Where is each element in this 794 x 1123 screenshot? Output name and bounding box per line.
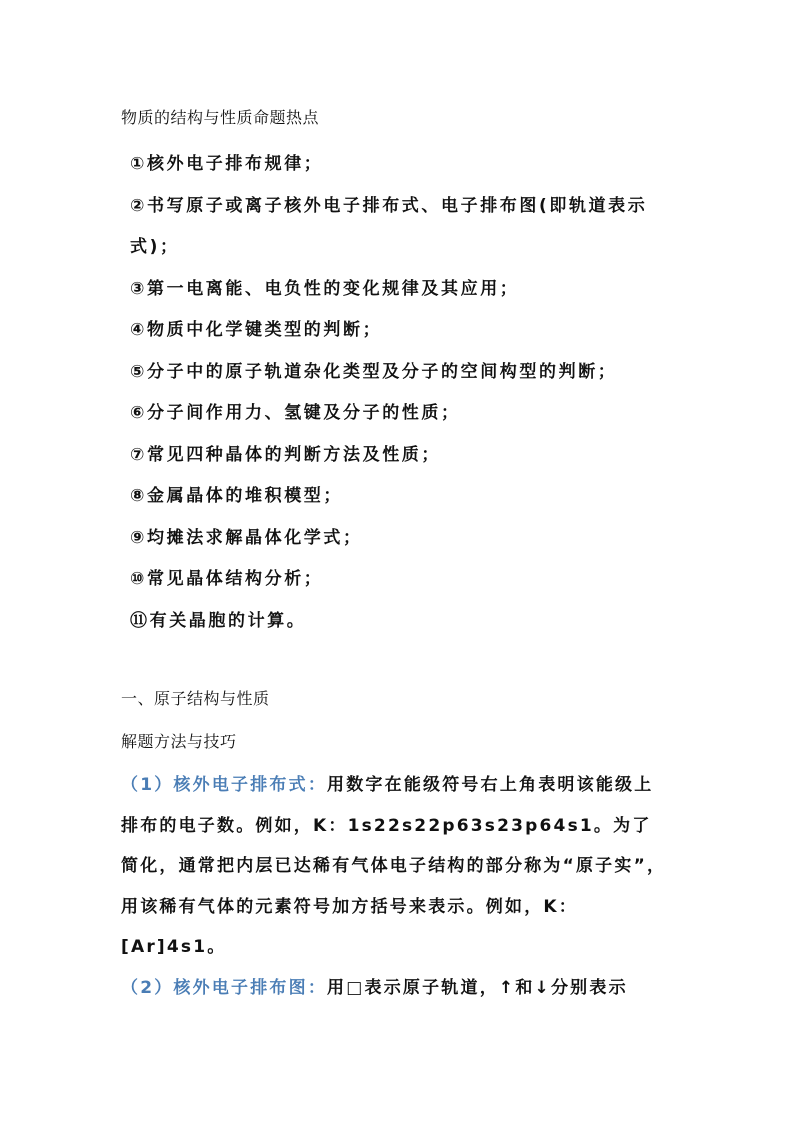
topic-item-10: ⑩常见晶体结构分析；: [130, 569, 324, 589]
topic-item-4: ④物质中化学键类型的判断；: [130, 320, 383, 340]
topic-list: [130, 144, 690, 642]
body-text: [121, 765, 669, 1008]
topic-item-3: ③第一电离能、电负性的变化规律及其应用；: [130, 278, 520, 299]
topic-item-8: ⑧金属晶体的堆积模型；: [130, 486, 343, 506]
term-electron-configuration: （1）核外电子排布式：: [121, 775, 328, 795]
topic-item-7: ⑦常见四种晶体的判断方法及性质；: [130, 444, 441, 465]
term-orbital-diagram: （2）核外电子排布图：: [121, 977, 328, 998]
topic-item-2: ②书写原子或离子核外电子排布式、电子排布图(即轨道表示式)；: [130, 195, 648, 257]
paragraph-text: 用□表示原子轨道，↑和↓分别表示: [327, 977, 628, 998]
topic-item-1: ①核外电子排布规律；: [130, 154, 324, 174]
sub-heading: 解题方法与技巧: [121, 732, 237, 751]
topic-item-11: ⑪有关晶胞的计算。: [130, 610, 307, 631]
paragraph-electron-configuration: [121, 765, 669, 968]
paragraph-orbital-diagram: [121, 968, 669, 1009]
section-heading: 一、原子结构与性质: [121, 689, 270, 708]
topic-item-5: ⑤分子中的原子轨道杂化类型及分子的空间构型的判断；: [130, 361, 618, 382]
paragraph-text: 用数字在能级符号右上角表明该能级上排布的电子数。例如，K：1s22s22p63s23p64s1。为了简化，通常把内层已达稀有气体电子结构的部分称为“原子实”，用该稀有气体的元素符号加方括号来表示。例如，K：[Ar]4s1。: [121, 775, 667, 957]
document-title: 物质的结构与性质命题热点: [121, 108, 320, 127]
topic-item-6: ⑥分子间作用力、氢键及分子的性质；: [130, 403, 461, 423]
topic-item-9: ⑨均摊法求解晶体化学式；: [130, 527, 363, 548]
